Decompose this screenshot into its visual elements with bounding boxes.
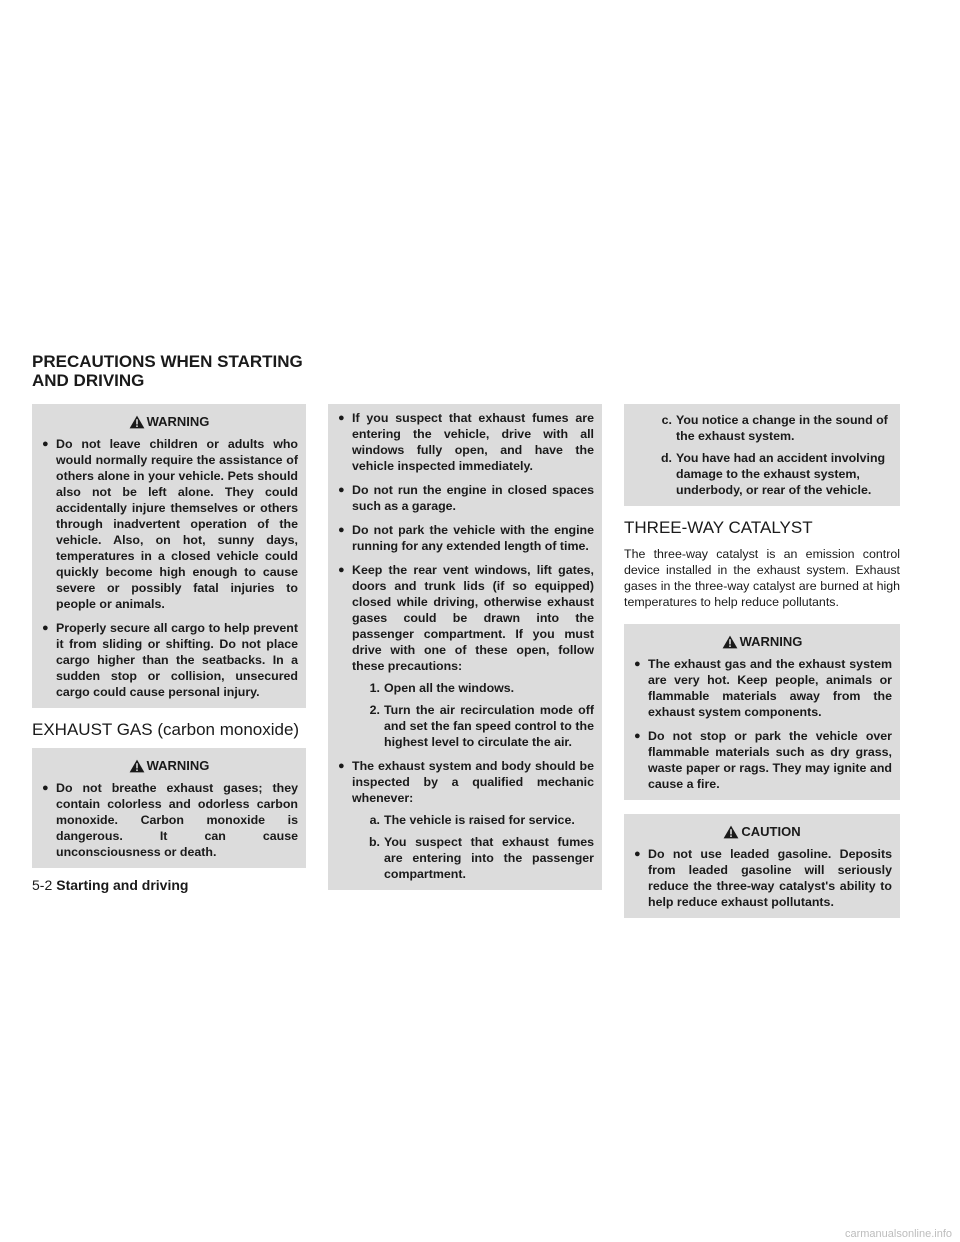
numbered-text: Turn the air recirculation mode off and set the fan speed control to the highest level to circulate the air.	[384, 703, 594, 749]
bullet-icon: ●	[42, 782, 49, 794]
list-item	[336, 482, 594, 514]
lettered-text: You have had an accident involving damage to the exhaust system, underbody, or rear of the vehicle.	[676, 451, 886, 497]
bullet-icon: ●	[634, 848, 641, 860]
numbered-mark: 2.	[369, 703, 380, 717]
bullet-icon: ●	[634, 730, 641, 742]
exhaust-gas-heading: EXHAUST GAS (carbon monoxide)	[32, 720, 300, 739]
column-1	[32, 404, 306, 868]
column-3	[624, 404, 900, 918]
section-title	[32, 352, 303, 390]
list-item	[40, 620, 298, 700]
bullet-text: Do not use leaded gasoline. Deposits from leaded gasoline will seriously reduce the three-way catalyst's ability to help reduce exhaust pollutants.	[648, 847, 892, 909]
bullet-text: Keep the rear vent windows, lift gates, doors and trunk lids (if so equipped) closed while driving, otherwise exhaust gases could be drawn into the passenger compartment. If you must drive with one of these open, follow these precautions:	[352, 563, 594, 673]
lettered-mark: b.	[368, 835, 380, 849]
caution-header	[632, 820, 892, 846]
page-footer	[32, 877, 188, 893]
warning-title: WARNING	[739, 634, 803, 649]
lettered-item	[352, 834, 594, 882]
caution-box-catalyst	[624, 814, 900, 918]
numbered-item	[352, 702, 594, 750]
list-item	[632, 846, 892, 910]
warning-box-children	[32, 404, 306, 708]
bullet-text: Do not run the engine in closed spaces such as a garage.	[352, 483, 594, 513]
lettered-mark: d.	[660, 451, 672, 465]
warning-box-exhaust	[32, 748, 306, 868]
warning-title: WARNING	[146, 414, 210, 429]
lettered-item	[632, 450, 892, 498]
list-item	[40, 780, 298, 860]
list-item	[336, 758, 594, 882]
bullet-icon: ●	[338, 484, 345, 496]
numbered-item	[352, 680, 594, 696]
warning-triangle-icon	[129, 759, 145, 773]
numbered-mark: 1.	[369, 681, 380, 695]
lettered-text: You suspect that exhaust fumes are entering into the passenger compartment.	[384, 835, 594, 881]
warning-triangle-icon	[129, 415, 145, 429]
bullet-text: The exhaust system and body should be inspected by a qualified mechanic whenever:	[352, 759, 594, 805]
bullet-text: Do not breathe exhaust gases; they contain colorless and odorless carbon monoxide. Carbon monoxide is dangerous. It can cause unconsciousness or death.	[56, 781, 298, 859]
lettered-text: You notice a change in the sound of the exhaust system.	[676, 413, 888, 443]
lettered-mark: a.	[369, 813, 380, 827]
bullet-icon: ●	[338, 524, 345, 536]
warning-header	[40, 754, 298, 780]
bullet-text: If you suspect that exhaust fumes are entering the vehicle, drive with all windows fully open, and have the vehicle inspected immediately.	[352, 411, 594, 473]
warning-header	[632, 630, 892, 656]
column-2	[328, 404, 602, 890]
lettered-item	[352, 812, 594, 828]
list-item	[336, 522, 594, 554]
chapter-title: Starting and driving	[56, 877, 189, 893]
warning-header	[40, 410, 298, 436]
list-item	[336, 410, 594, 474]
warning-triangle-icon	[722, 635, 738, 649]
bullet-text: The exhaust gas and the exhaust system are very hot. Keep people, animals or flammable materials away from the exhaust system components.	[648, 657, 892, 719]
watermark-text: carmanualsonline.info	[844, 1228, 952, 1240]
bullet-text: Do not stop or park the vehicle over flammable materials such as dry grass, waste paper or rags. They may ignite and cause a fire.	[648, 729, 892, 791]
bullet-icon: ●	[42, 622, 49, 634]
list-item	[40, 436, 298, 612]
bullet-text: Properly secure all cargo to help prevent it from sliding or shifting. Do not place cargo higher than the seatbacks. In a sudden stop or collision, unsecured cargo could cause personal injury.	[56, 621, 298, 699]
lettered-text: The vehicle is raised for service.	[384, 813, 575, 827]
list-item	[632, 656, 892, 720]
warning-box-catalyst	[624, 624, 900, 800]
bullet-icon: ●	[338, 564, 345, 576]
bullet-text: Do not leave children or adults who would normally require the assistance of others alone in your vehicle. Pets should also not be left alone. They could accidentally injure themselves or others through inadvertent operation of the vehicle. Also, on hot, sunny days, temperatures in a closed vehicle could quickly become high enough to cause severe or possibly fatal injuries to people or animals.	[56, 437, 298, 611]
bullet-icon: ●	[634, 658, 641, 670]
catalyst-body-text: The three-way catalyst is an emission control device installed in the exhaust system. Exhaust gases in the three-way catalyst are burned at high temperatures to help reduce pollutants.	[624, 547, 900, 609]
numbered-text: Open all the windows.	[384, 681, 515, 695]
lettered-mark: c.	[661, 413, 672, 427]
section-title-line2: AND DRIVING	[32, 371, 145, 390]
page-number: 5-2	[32, 877, 53, 893]
caution-title: CAUTION	[741, 824, 801, 839]
bullet-icon: ●	[42, 438, 49, 450]
section-title-line1: PRECAUTIONS WHEN STARTING	[32, 352, 303, 371]
bullet-icon: ●	[338, 760, 345, 772]
warning-title: WARNING	[146, 758, 210, 773]
three-way-catalyst-heading: THREE-WAY CATALYST	[624, 518, 813, 537]
lettered-item	[632, 412, 892, 444]
warning-box-continued-2	[624, 404, 900, 506]
bullet-icon: ●	[338, 412, 345, 424]
list-item	[336, 562, 594, 750]
caution-triangle-icon	[723, 825, 739, 839]
list-item	[632, 728, 892, 792]
bullet-text: Do not park the vehicle with the engine running for any extended length of time.	[352, 523, 594, 553]
warning-box-continued	[328, 404, 602, 890]
